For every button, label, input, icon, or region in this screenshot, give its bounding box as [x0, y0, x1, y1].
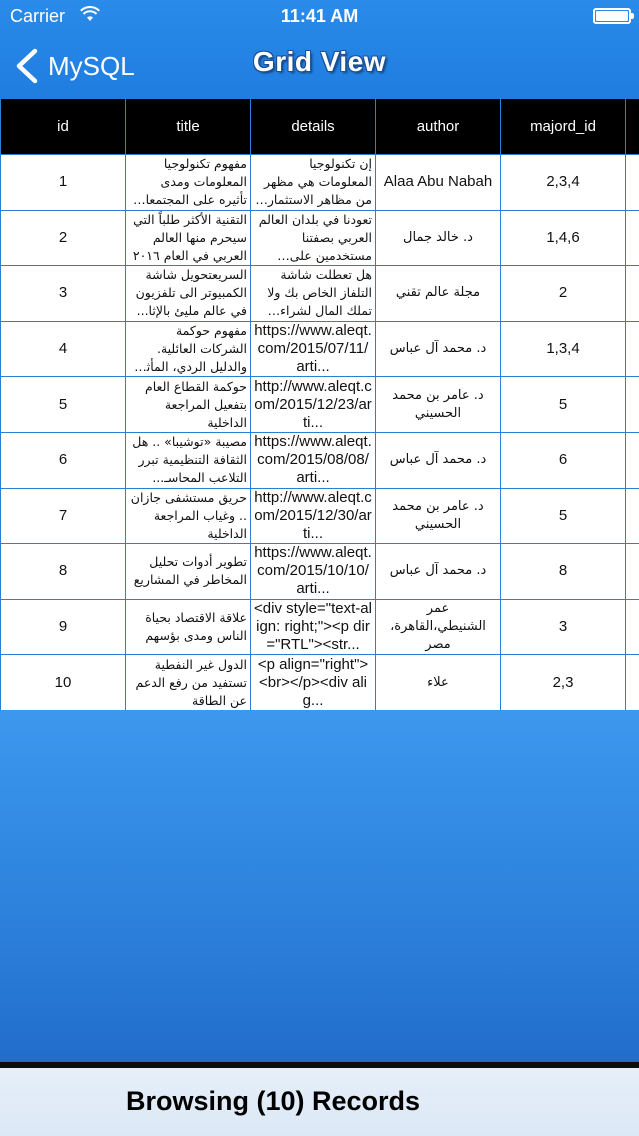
cell-title-text: السريعتحويل شاشة الكمبيوتر الى تلفزيون في عالم مليئ بالإثا... — [135, 267, 247, 319]
cell-author[interactable] — [376, 488, 501, 544]
cell-majord-id[interactable] — [501, 655, 626, 710]
cell-id[interactable] — [1, 655, 126, 710]
cell-title[interactable] — [126, 488, 251, 544]
cell-author[interactable] — [376, 655, 501, 710]
cell-title-text: مفهوم تكنولوجيا المعلومات ومدى تأثيره على المجتمعات — [133, 156, 247, 208]
cell-author[interactable] — [376, 155, 501, 211]
cell-details-text: إن تكنولوجيا المعلومات هي مظهر من مظاهر الاستثمار — [264, 156, 372, 208]
cell-majord-id-text: 1,3,4 — [546, 340, 580, 358]
cell-majord-id-text: 1,4,6 — [546, 228, 580, 246]
cell-title-text: التقنية الأكثر طلباً التي سيحرم منها العالم العربي في العام ٢٠١٦ — [132, 211, 247, 263]
cell-author-text: د. عامر بن محمد الحسيني — [392, 387, 484, 421]
records-table — [0, 98, 639, 710]
cell-title[interactable] — [126, 321, 251, 377]
cell-id-text: 6 — [58, 451, 68, 469]
cell-majord-id[interactable] — [501, 321, 626, 377]
cell-author-text: د. محمد آل عباس — [389, 341, 487, 357]
cell-id-text: 7 — [58, 506, 68, 524]
cell-title-text: تطوير أدوات تحليل المخاطر في المشاريع — [133, 554, 247, 588]
table-row[interactable] — [1, 488, 639, 544]
cell-details-text: http://www.aleqt.com/2015/12/30/arti... — [254, 488, 372, 542]
table-row[interactable] — [1, 377, 639, 433]
table-row[interactable] — [1, 432, 639, 488]
cell-details-text: https://www.aleqt.com/2015/10/10/arti... — [254, 544, 372, 598]
cell-id-text: 2 — [58, 228, 68, 246]
cell-title[interactable] — [126, 655, 251, 710]
cell-extra — [626, 266, 639, 322]
cell-majord-id[interactable] — [501, 266, 626, 322]
cell-title[interactable] — [126, 432, 251, 488]
column-header-author[interactable]: author — [376, 99, 501, 155]
cell-majord-id[interactable] — [501, 377, 626, 433]
table-header-row — [1, 99, 639, 155]
cell-majord-id-text: 3 — [558, 618, 568, 636]
cell-author-text: د. عامر بن محمد الحسيني — [392, 498, 484, 532]
cell-majord-id-text: 2 — [558, 284, 568, 302]
column-header-title[interactable]: title — [126, 99, 251, 155]
cell-majord-id[interactable] — [501, 432, 626, 488]
cell-title[interactable] — [126, 266, 251, 322]
cell-details-text: https://www.aleqt.com/2015/08/08/arti... — [254, 433, 372, 487]
cell-extra — [626, 155, 639, 211]
column-header-details[interactable]: details — [251, 99, 376, 155]
cell-majord-id-text: 2,3,4 — [546, 173, 580, 191]
cell-author-text: علاء — [427, 674, 449, 690]
status-bar — [0, 0, 639, 32]
cell-author-text: مجلة عالم تقني — [395, 285, 481, 301]
column-header-majord-id[interactable]: majord_id — [501, 99, 626, 155]
cell-id[interactable] — [1, 155, 126, 211]
cell-majord-id[interactable] — [501, 544, 626, 600]
cell-author[interactable] — [376, 599, 501, 655]
cell-id-text: 9 — [58, 618, 68, 636]
cell-title[interactable] — [126, 544, 251, 600]
column-header-id[interactable]: id — [1, 99, 126, 155]
cell-extra — [626, 210, 639, 266]
cell-majord-id-text: 2,3 — [552, 673, 574, 691]
cell-majord-id[interactable] — [501, 488, 626, 544]
cell-id-text: 3 — [58, 284, 68, 302]
cell-details-text: هل تعطلت شاشة التلفاز الخاص بك ولا تملك المال لشراء — [267, 267, 372, 319]
cell-title[interactable] — [126, 210, 251, 266]
cell-title[interactable] — [126, 599, 251, 655]
cell-id[interactable] — [1, 488, 126, 544]
cell-details-text: <p align="right"><br></p><div alig... — [257, 655, 369, 709]
cell-id-text: 8 — [58, 562, 68, 580]
cell-author[interactable] — [376, 210, 501, 266]
cell-id[interactable] — [1, 599, 126, 655]
cell-author-text: د. محمد آل عباس — [389, 563, 487, 579]
cell-id[interactable] — [1, 321, 126, 377]
cell-title[interactable] — [126, 155, 251, 211]
cell-extra — [626, 432, 639, 488]
cell-majord-id-text: 5 — [558, 395, 568, 413]
cell-author[interactable] — [376, 266, 501, 322]
cell-title-text: حريق مستشفى جازان .. وغياب المراجعة الداخلية — [130, 489, 247, 541]
cell-details[interactable] — [251, 544, 376, 600]
table-row[interactable] — [1, 155, 639, 211]
cell-details[interactable] — [251, 155, 376, 211]
cell-details-text: تعودنا في بلدان العالم العربي بصفتنا مستخدمين على — [258, 211, 372, 263]
navigation-bar — [0, 32, 639, 98]
table-row[interactable] — [1, 655, 639, 710]
table-row[interactable] — [1, 599, 639, 655]
cell-details[interactable] — [251, 377, 376, 433]
cell-id[interactable] — [1, 210, 126, 266]
cell-author[interactable] — [376, 432, 501, 488]
cell-author[interactable] — [376, 544, 501, 600]
cell-author[interactable] — [376, 377, 501, 433]
cell-details[interactable] — [251, 266, 376, 322]
cell-majord-id[interactable] — [501, 210, 626, 266]
cell-author-text: د. خالد جمال — [403, 229, 473, 245]
cell-details[interactable] — [251, 432, 376, 488]
cell-details-text: http://www.aleqt.com/2015/12/23/arti... — [254, 377, 372, 431]
cell-id-text: 10 — [54, 673, 72, 691]
cell-extra — [626, 377, 639, 433]
cell-title-text: علاقة الاقتصاد بحياة الناس ومدى بؤسهم — [145, 610, 247, 644]
cell-author-text: د. محمد آل عباس — [389, 452, 487, 468]
grid-view[interactable] — [0, 98, 639, 710]
cell-majord-id[interactable] — [501, 599, 626, 655]
table-row[interactable] — [1, 544, 639, 600]
cell-title-text: مفهوم حوكمة الشركات العائلية. والدليل الردي، المأثر — [139, 323, 247, 375]
back-label: MySQL — [48, 50, 135, 81]
cell-id[interactable] — [1, 432, 126, 488]
cell-title-text: حوكمة القطاع العام بتفعيل المراجعة الداخلية — [145, 378, 247, 430]
battery-icon — [593, 8, 631, 24]
cell-details[interactable] — [251, 599, 376, 655]
cell-extra — [626, 599, 639, 655]
column-header-extra — [626, 99, 639, 155]
bottom-toolbar — [0, 1068, 639, 1136]
cell-details[interactable] — [251, 655, 376, 710]
status-time: 11:41 AM — [280, 6, 359, 26]
table-row[interactable] — [1, 210, 639, 266]
cell-extra — [626, 544, 639, 600]
cell-extra — [626, 655, 639, 710]
cell-id[interactable] — [1, 544, 126, 600]
cell-details[interactable] — [251, 321, 376, 377]
cell-id[interactable] — [1, 377, 126, 433]
cell-title-text: مصيبة «توشيبا» .. هل الثقافة التنظيمية تبرر التلاعب المحاسـ... — [132, 434, 247, 486]
table-row[interactable] — [1, 266, 639, 322]
cell-title[interactable] — [126, 377, 251, 433]
cell-details[interactable] — [251, 210, 376, 266]
cell-details-text: https://www.aleqt.com/2015/07/11/arti... — [254, 322, 372, 376]
cell-majord-id[interactable] — [501, 155, 626, 211]
cell-majord-id-text: 8 — [558, 562, 568, 580]
records-count-label: Browsing (10) Records — [126, 1086, 421, 1116]
cell-extra — [626, 488, 639, 544]
cell-id-text: 1 — [58, 173, 68, 191]
cell-majord-id-text: 6 — [558, 451, 568, 469]
cell-author[interactable] — [376, 321, 501, 377]
table-row[interactable] — [1, 321, 639, 377]
cell-extra — [626, 321, 639, 377]
cell-author-text: Alaa Abu Nabah — [383, 173, 493, 191]
cell-details[interactable] — [251, 488, 376, 544]
cell-details-text: <div style="text-align: right;"><p dir="RTL"><str... — [254, 600, 372, 654]
cell-id-text: 4 — [58, 340, 68, 358]
cell-id[interactable] — [1, 266, 126, 322]
cell-majord-id-text: 5 — [558, 506, 568, 524]
cell-id-text: 5 — [58, 395, 68, 413]
cell-title-text: الدول غير النفطية تستفيد من رفع الدعم عن الطاقة — [135, 656, 247, 708]
carrier-label: Carrier — [10, 6, 66, 26]
page-title: Grid View — [252, 46, 387, 77]
cell-author-text: عمر الشنيطي،القاهرة، مصر — [390, 601, 486, 653]
